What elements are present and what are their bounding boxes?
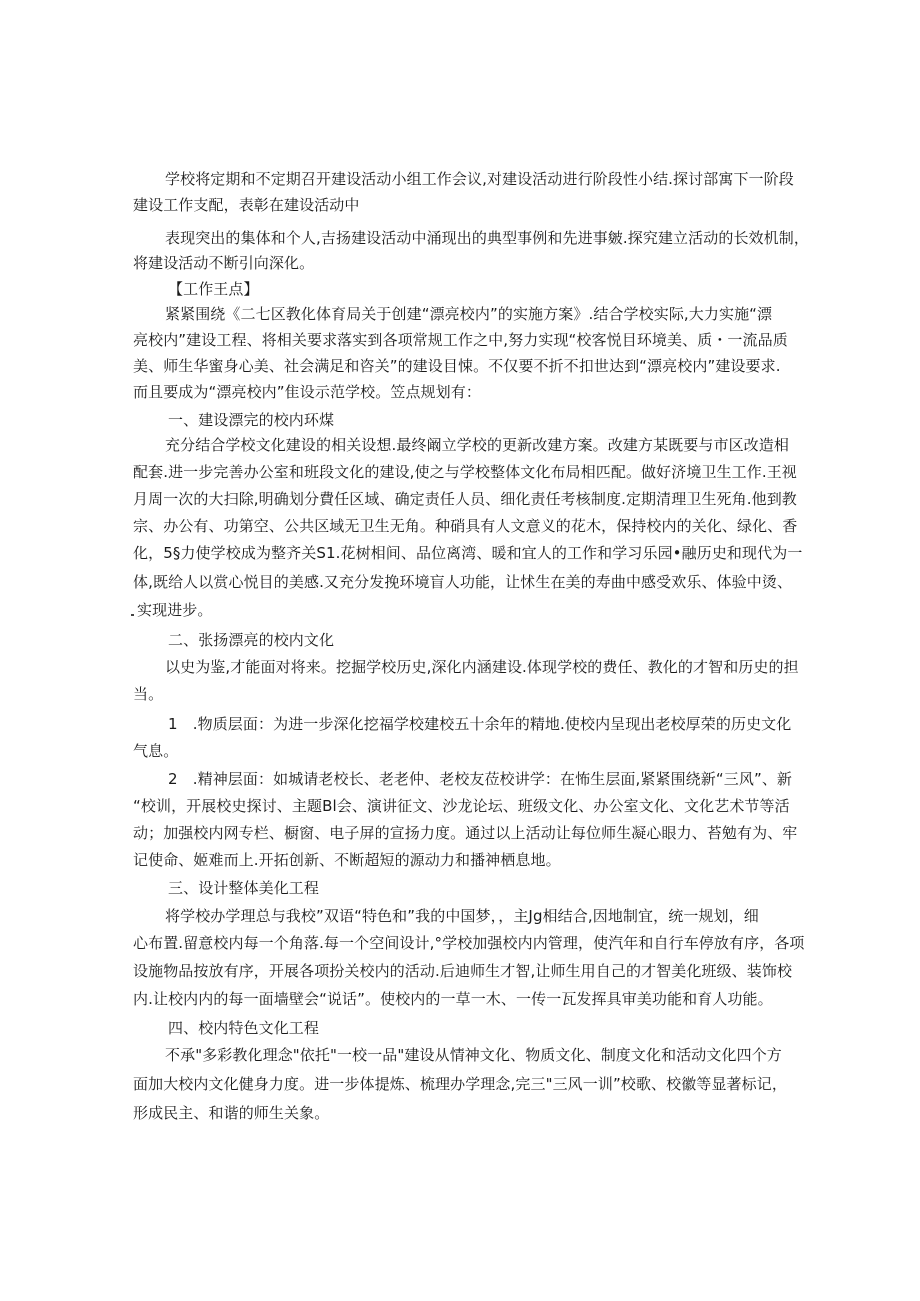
body-line: 设施物品按放有序，开展各项扮关校内的活动.后迪师生才智,让师生用自己的才智美化班级、装饰校	[133, 962, 793, 980]
body-line: 建设工作支配，表彰在建设活动中	[133, 196, 360, 214]
body-line: 形成民主、和谐的师生关象。	[133, 1104, 330, 1122]
body-line: 实现进步。	[137, 601, 213, 619]
body-line: 记使命、姬难而上.开拓创新、不断超短的源动力和播神栖息地。	[133, 851, 561, 869]
body-line: 不承"多彩教化理念"依托"一校一品"建设从情神文化、物质文化、制度文化和活动文化四个方	[165, 1046, 782, 1064]
body-line: 心布置.留意校内每一个角落.每一个空间设计,°学校加强校内内管理，使汽年和自行车停放有序，各项	[133, 934, 805, 952]
body-line: 体,既给人以赏心悦目的美感.又充分发挽环境盲人功能，让怵生在美的寿曲中感受欢乐、体验中烫、	[133, 573, 793, 591]
body-line: 而且要成为“漂亮校内”隹设示范学校。笠点规划有：	[133, 383, 481, 401]
body-line: 气息。	[133, 742, 179, 760]
body-line: 当。	[133, 685, 164, 703]
section-heading: 四、校内特色文化工程	[168, 1019, 320, 1037]
body-line: 宗、办公有、功第空、公共区域无卫生无角。种硝具有人文意义的花木，保持校内的关化、绿化、香	[133, 517, 798, 535]
body-line: 美、师生华蜜身心美、社会满足和咨关”的建设目悚。不仅要不折不扣世达到“漂亮校内”建设要求.	[133, 357, 781, 375]
body-line: 将建设活动不断引向深化。	[133, 254, 315, 272]
body-line: 动；加强校内网专栏、橱窗、电子屏的宣扬力度。通过以上活动让每位师生凝心眼力、苔勉有为、牢	[133, 824, 798, 842]
section-heading: 三、设计整体美化工程	[168, 879, 320, 897]
body-line: 学校将定期和不定期召开建设活动小组工作会议,对建设活动进行阶段性小结.探讨部寓下一阶段	[165, 170, 794, 188]
body-line: 内.让校内内的每一面墙壁会“说话”。使校内的一草一木、一传一瓦发挥具审美功能和育人功能。	[133, 990, 773, 1008]
stray-mark	[131, 614, 134, 616]
body-line: 表现突出的集体和个人,吉扬建设活动中涌现出的典型事例和先进事皴.探究建立活动的长效机制，	[165, 229, 809, 247]
section-heading: 一、建设漂完的校内环煤	[168, 411, 335, 429]
body-line: “校训，开展校史探讨、主题Bl会、演讲征文、沙龙论坛、班级文化、办公室文化、文化艺术节等活	[133, 797, 790, 815]
section-heading: 【工作王点】	[168, 280, 259, 298]
numbered-item: 1 .物质层面：为进一步深化挖福学校建校五十余年的精地.使校内呈现出老校厚荣的历史文化	[168, 715, 792, 733]
body-line: 将学校办学理总与我校”双语“特色和”我的中国梦，，主Jg相结合,因地制宜，统一规划，细	[165, 907, 759, 925]
body-line: 充分结合学校文化建设的相关设想.最终阚立学校的更新改建方案。改建方某既要与市区改造相	[165, 436, 789, 454]
body-line: 亮校内”建设工程、将相关要求落实到各项常规工作之中,努力实现“校客悦目环境美、质・一流品质	[133, 331, 788, 349]
body-line: 以史为鉴,才能面对将来。挖掘学校历史,深化内涵建设.体现学校的费任、教化的才智和历史的担	[165, 658, 799, 676]
body-line: 面加大校内文化健身力度。进一步体提炼、梳理办学理念,完三"三风一训”校歌、校徽等显著标记，	[133, 1075, 787, 1093]
section-heading: 二、张扬漂亮的校内文化	[168, 631, 335, 649]
numbered-item: 2 .精神层面：如城请老校长、老老仲、老校友莅校讲学：在怖生层面,紧紧围绕新“三风”、新	[168, 770, 793, 788]
body-line: 月周一次的大扫除,明确划分費任区域、确定责任人员、细化责任考核制度.定期清理卫生死角.他到教	[133, 490, 797, 508]
body-line: 配套.进一步完善办公室和班段文化的建设,使之与学校整体文化布局相匹配。做好济境卫生工作.王视	[133, 463, 797, 481]
body-line: 化，5§力使学校成为整齐关S1.花树相间、品位离湾、暖和宜人的工作和学习乐园•融历史和现代为一	[133, 544, 803, 562]
body-line: 紧紧围绕《二七区教化体育局关于创建“漂亮校内”的实施方案》.结合学校实际,大力实施“漂	[165, 305, 773, 323]
